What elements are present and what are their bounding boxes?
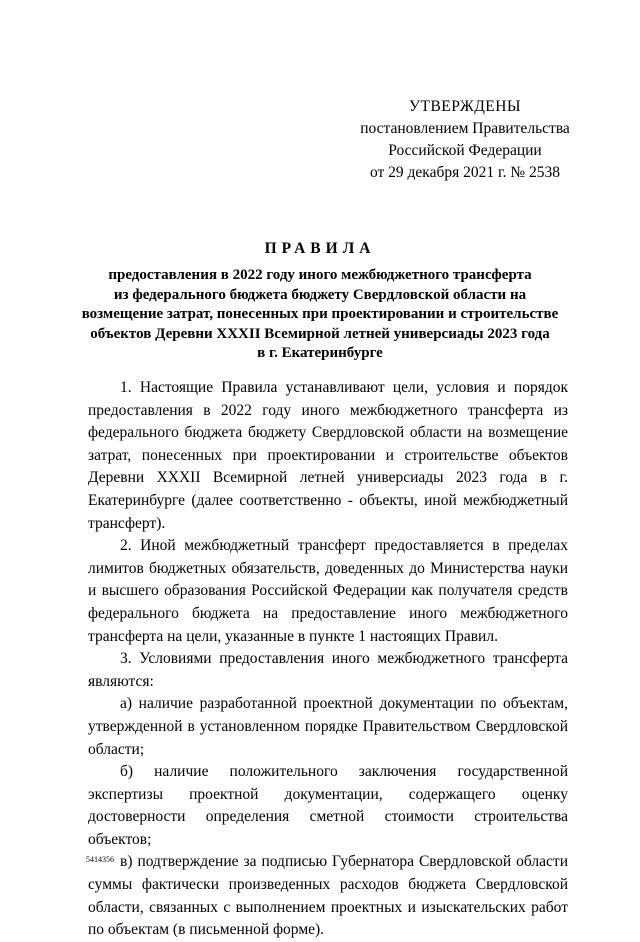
approval-line-1: постановлением Правительства (360, 120, 570, 137)
paragraph-1: 1. Настоящие Правила устанавливают цели, условия и порядок предоставления в 2022 году иного межбюджетного трансферта из федерального бюджета бюджету Свердловской области на возмещение затрат, понесенных при проектировании и строительстве объектов Деревни XXXII Всемирной летней универсиады 2023 года в г. Екатеринбурге (далее соответственно - объекты, иной межбюджетный трансферт). (88, 379, 568, 532)
approval-block (330, 96, 600, 184)
document-body (88, 377, 568, 942)
subtitle-line-5: в г. Екатеринбурге (257, 345, 383, 361)
paragraph-3: 3. Условиями предоставления иного межбюджетного трансферта являются: (88, 650, 568, 690)
document-subtitle (60, 266, 580, 364)
approval-heading: УТВЕРЖДЕНЫ (409, 98, 521, 115)
paragraph-2: 2. Иной межбюджетный трансферт предоставляется в пределах лимитов бюджетных обязательств, доведенных до Министерства науки и высшего образования Российской Федерации как получателя средств федерального бюджета на предоставление иного межбюджетного трансферта на цели, указанные в пункте 1 настоящих Правил. (88, 537, 568, 645)
approval-line-3: от 29 декабря 2021 г. № 2538 (369, 164, 561, 181)
document-title: ПРАВИЛА (264, 240, 376, 257)
paragraph-3b: б) наличие положительного заключения государственной экспертизы проектной документации, содержащего оценку достоверности определения сметной стоимости строительства объектов; (88, 763, 568, 848)
document-code: 5414356 (86, 855, 114, 864)
subtitle-line-4: объектов Деревни XXXII Всемирной летней универсиады 2023 года (90, 325, 550, 342)
subtitle-line-2: из федерального бюджета бюджету Свердловской области на (113, 286, 527, 303)
subtitle-line-3: возмещение затрат, понесенных при проектировании и строительстве (81, 306, 559, 322)
paragraph-3c: в) подтверждение за подписью Губернатора Свердловской области суммы фактически произведенных расходов бюджета Свердловской области, связанных с выполнением проектных и изыскательских работ по объектам (в письменной форме). (88, 853, 568, 939)
subtitle-line-1: предоставления в 2022 году иного межбюджетного трансферта (108, 267, 532, 283)
paragraph-3a: а) наличие разработанной проектной документации по объектам, утвержденной в установленном порядке Правительством Свердловской области; (88, 695, 568, 758)
approval-line-2: Российской Федерации (388, 142, 542, 159)
